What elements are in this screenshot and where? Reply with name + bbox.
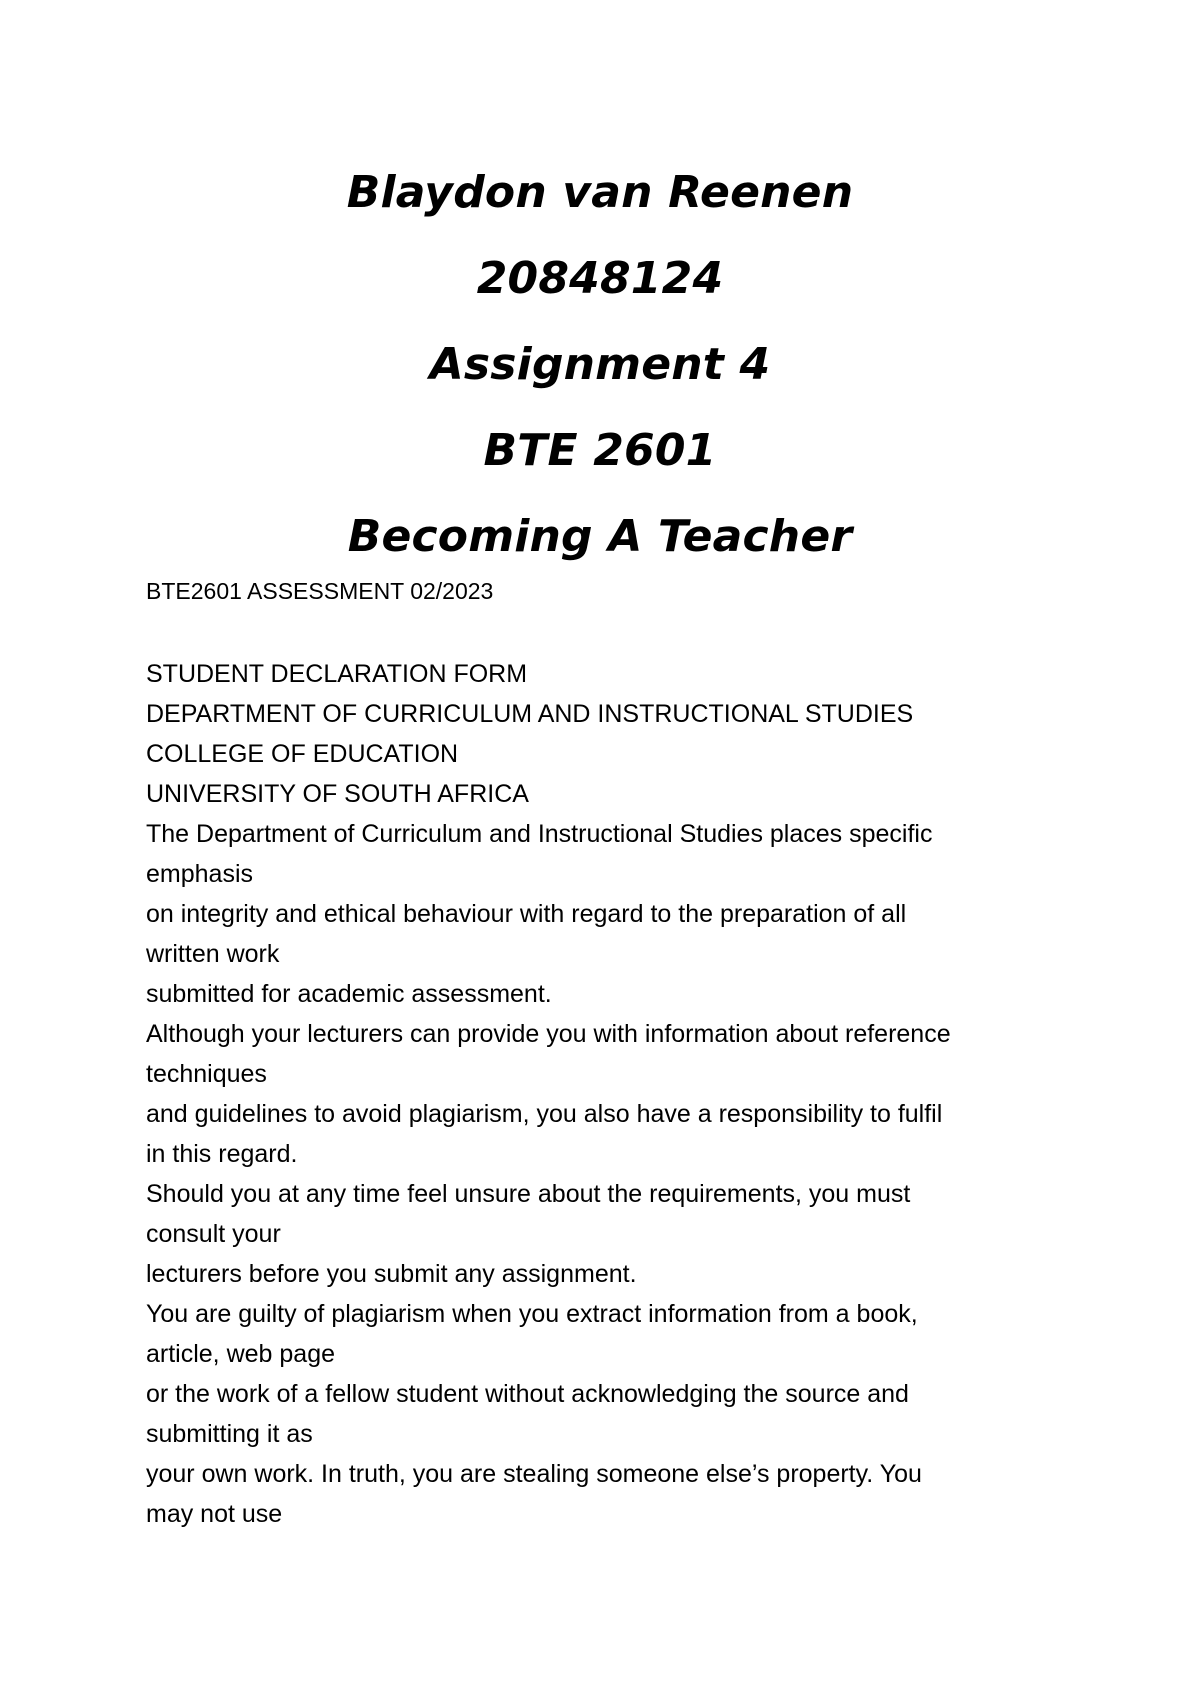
body-line: and guidelines to avoid plagiarism, you also have a responsibility to fulfil bbox=[146, 1100, 943, 1128]
body-line: may not use bbox=[146, 1500, 283, 1528]
body-line: emphasis bbox=[146, 860, 253, 888]
body-line: on integrity and ethical behaviour with regard to the preparation of all bbox=[146, 900, 907, 928]
body-line: your own work. In truth, you are stealing someone else’s property. You bbox=[146, 1460, 922, 1488]
body-line: Although your lecturers can provide you with information about reference bbox=[146, 1020, 951, 1048]
body-line: or the work of a fellow student without acknowledging the source and bbox=[146, 1380, 909, 1408]
body-line: STUDENT DECLARATION FORM bbox=[146, 660, 528, 688]
body-line: submitting it as bbox=[146, 1420, 313, 1448]
body-line: DEPARTMENT OF CURRICULUM AND INSTRUCTIONAL STUDIES bbox=[146, 700, 914, 728]
module-name: Becoming A Teacher bbox=[347, 511, 853, 562]
body-line: Should you at any time feel unsure about the requirements, you must bbox=[146, 1180, 911, 1208]
assignment-title: Assignment 4 bbox=[429, 339, 771, 390]
body-line: consult your bbox=[146, 1220, 281, 1248]
student-number: 20848124 bbox=[476, 253, 724, 304]
body-line: You are guilty of plagiarism when you extract information from a book, bbox=[146, 1300, 918, 1328]
body-line: COLLEGE OF EDUCATION bbox=[146, 740, 459, 768]
body-line: submitted for academic assessment. bbox=[146, 980, 552, 1008]
assessment-label: BTE2601 ASSESSMENT 02/2023 bbox=[146, 578, 494, 604]
declaration-body bbox=[146, 654, 1086, 1534]
body-line: UNIVERSITY OF SOUTH AFRICA bbox=[146, 780, 529, 808]
body-line: lecturers before you submit any assignment. bbox=[146, 1260, 637, 1288]
module-code: BTE 2601 bbox=[483, 425, 717, 476]
body-line: The Department of Curriculum and Instructional Studies places specific bbox=[146, 820, 933, 848]
student-name: Blaydon van Reenen bbox=[346, 167, 854, 218]
body-line: written work bbox=[146, 940, 280, 968]
body-line: article, web page bbox=[146, 1340, 336, 1368]
body-line: in this regard. bbox=[146, 1140, 298, 1168]
title-block bbox=[0, 150, 1200, 580]
body-line: techniques bbox=[146, 1060, 267, 1088]
